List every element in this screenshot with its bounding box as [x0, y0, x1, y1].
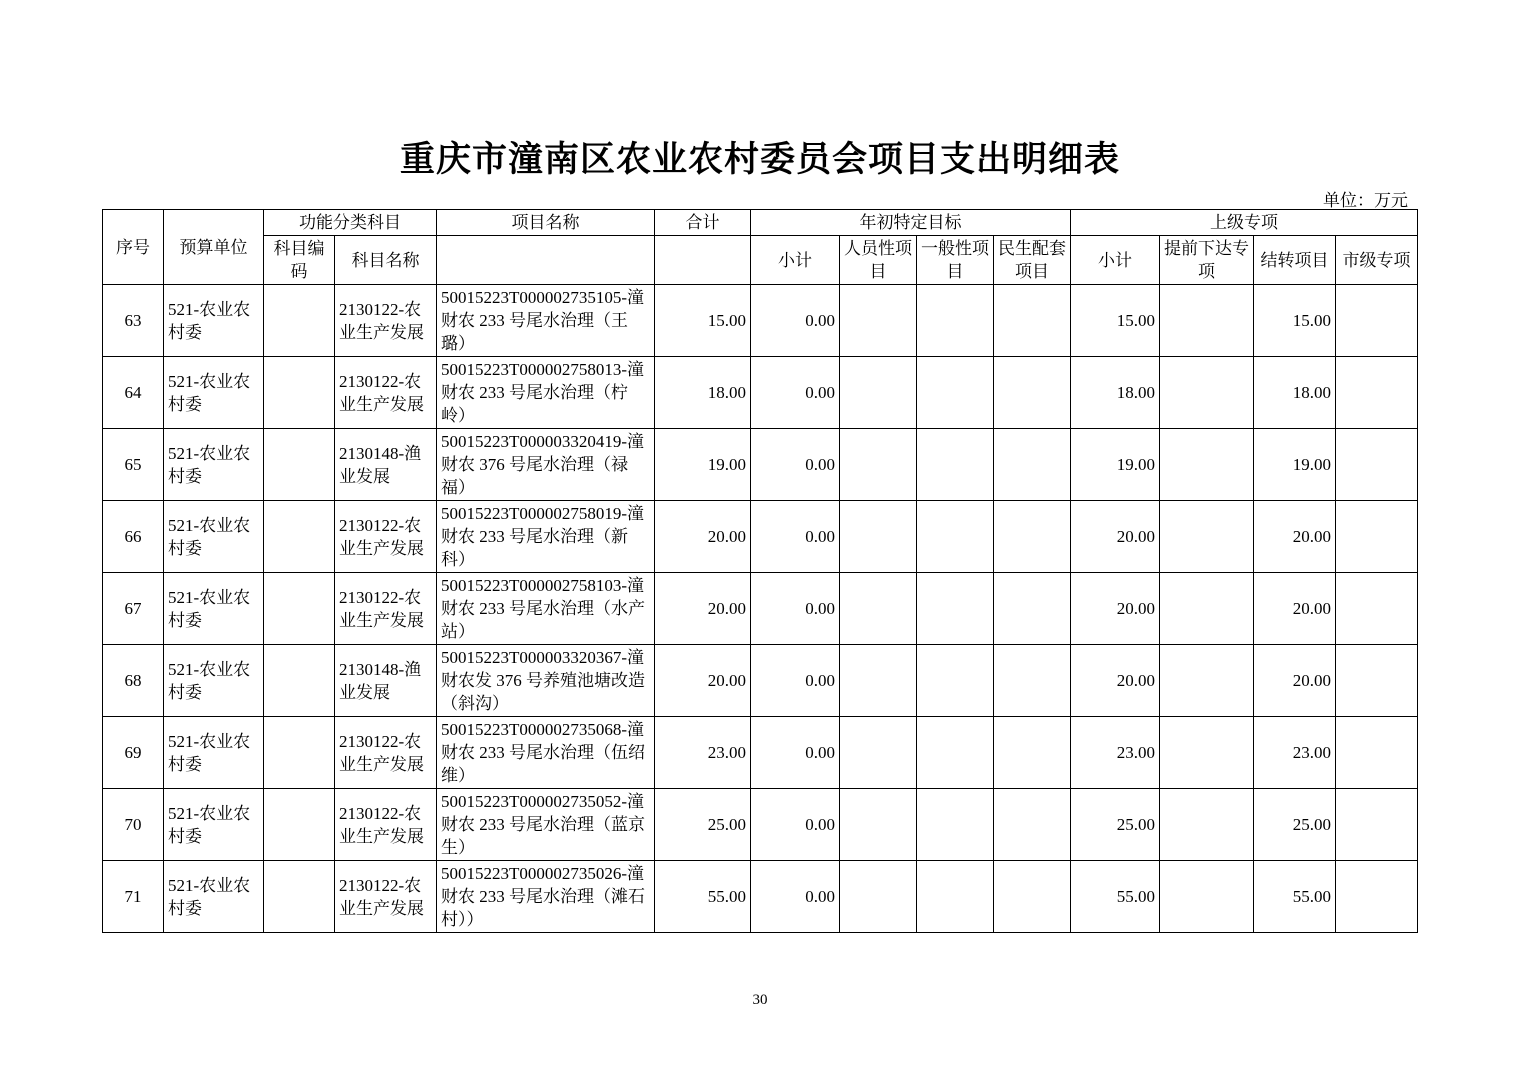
cell-annual-subtotal: 0.00 [751, 501, 840, 573]
cell-total: 55.00 [655, 861, 751, 933]
cell-livelihood [994, 717, 1071, 789]
table-row [103, 645, 1418, 717]
cell-city [1336, 285, 1418, 357]
header-livelihood-project: 民生配套项目 [994, 236, 1071, 285]
cell-budget-unit: 521-农业农村委 [164, 789, 264, 861]
cell-seq: 64 [103, 357, 164, 429]
cell-general [917, 861, 994, 933]
cell-subject-name: 2130148-渔业发展 [335, 645, 437, 717]
cell-subject-name: 2130122-农业生产发展 [335, 285, 437, 357]
cell-subject-name: 2130122-农业生产发展 [335, 789, 437, 861]
cell-annual-subtotal: 0.00 [751, 861, 840, 933]
cell-personnel [840, 645, 917, 717]
cell-general [917, 285, 994, 357]
table-row [103, 285, 1418, 357]
header-subject-name: 科目名称 [335, 236, 437, 285]
cell-personnel [840, 717, 917, 789]
cell-livelihood [994, 789, 1071, 861]
cell-superior-subtotal: 23.00 [1071, 717, 1160, 789]
header-seq: 序号 [103, 210, 164, 285]
cell-advance [1160, 789, 1254, 861]
header-project-name-blank [437, 236, 655, 285]
cell-superior-subtotal: 20.00 [1071, 573, 1160, 645]
cell-total: 19.00 [655, 429, 751, 501]
cell-seq: 65 [103, 429, 164, 501]
cell-project-name: 50015223T000003320419-潼财农 376 号尾水治理（禄福） [437, 429, 655, 501]
header-annual-target: 年初特定目标 [751, 210, 1071, 236]
cell-general [917, 789, 994, 861]
header-superior-subtotal: 小计 [1071, 236, 1160, 285]
cell-superior-subtotal: 20.00 [1071, 501, 1160, 573]
cell-livelihood [994, 501, 1071, 573]
cell-annual-subtotal: 0.00 [751, 789, 840, 861]
cell-subject-code [264, 861, 335, 933]
cell-budget-unit: 521-农业农村委 [164, 861, 264, 933]
cell-subject-code [264, 717, 335, 789]
cell-project-name: 50015223T000002735052-潼财农 233 号尾水治理（蓝京生） [437, 789, 655, 861]
cell-subject-name: 2130122-农业生产发展 [335, 501, 437, 573]
header-annual-subtotal: 小计 [751, 236, 840, 285]
cell-general [917, 429, 994, 501]
cell-personnel [840, 357, 917, 429]
header-total-blank [655, 236, 751, 285]
cell-superior-subtotal: 18.00 [1071, 357, 1160, 429]
header-advance-special: 提前下达专项 [1160, 236, 1254, 285]
cell-annual-subtotal: 0.00 [751, 573, 840, 645]
cell-carryover: 20.00 [1254, 573, 1336, 645]
header-carryover-project: 结转项目 [1254, 236, 1336, 285]
table-row [103, 573, 1418, 645]
cell-annual-subtotal: 0.00 [751, 645, 840, 717]
header-superior-special: 上级专项 [1071, 210, 1418, 236]
page-number: 30 [752, 992, 768, 1008]
cell-seq: 70 [103, 789, 164, 861]
cell-advance [1160, 717, 1254, 789]
cell-advance [1160, 573, 1254, 645]
cell-project-name: 50015223T000002758013-潼财农 233 号尾水治理（柠岭） [437, 357, 655, 429]
header-subject-code: 科目编码 [264, 236, 335, 285]
cell-general [917, 501, 994, 573]
cell-total: 20.00 [655, 501, 751, 573]
cell-project-name: 50015223T000002758019-潼财农 233 号尾水治理（新科） [437, 501, 655, 573]
cell-general [917, 573, 994, 645]
cell-city [1336, 717, 1418, 789]
cell-annual-subtotal: 0.00 [751, 285, 840, 357]
unit-label: 单位：万元 [1323, 191, 1408, 210]
cell-budget-unit: 521-农业农村委 [164, 501, 264, 573]
cell-budget-unit: 521-农业农村委 [164, 285, 264, 357]
project-expenditure-table [102, 209, 1418, 933]
cell-budget-unit: 521-农业农村委 [164, 429, 264, 501]
cell-subject-code [264, 573, 335, 645]
cell-project-name: 50015223T000002735105-潼财农 233 号尾水治理（王璐） [437, 285, 655, 357]
cell-livelihood [994, 645, 1071, 717]
header-func-category: 功能分类科目 [264, 210, 437, 236]
cell-superior-subtotal: 25.00 [1071, 789, 1160, 861]
cell-superior-subtotal: 55.00 [1071, 861, 1160, 933]
cell-subject-code [264, 789, 335, 861]
cell-project-name: 50015223T000002758103-潼财农 233 号尾水治理（水产站） [437, 573, 655, 645]
cell-carryover: 19.00 [1254, 429, 1336, 501]
header-general-project: 一般性项目 [917, 236, 994, 285]
cell-advance [1160, 429, 1254, 501]
cell-budget-unit: 521-农业农村委 [164, 357, 264, 429]
cell-personnel [840, 501, 917, 573]
cell-personnel [840, 285, 917, 357]
cell-advance [1160, 501, 1254, 573]
cell-total: 20.00 [655, 645, 751, 717]
cell-project-name: 50015223T000003320367-潼财农发 376 号养殖池塘改造（斜沟） [437, 645, 655, 717]
header-personnel-project: 人员性项目 [840, 236, 917, 285]
table-row [103, 501, 1418, 573]
table-row [103, 429, 1418, 501]
cell-city [1336, 573, 1418, 645]
cell-carryover: 23.00 [1254, 717, 1336, 789]
cell-personnel [840, 429, 917, 501]
cell-general [917, 645, 994, 717]
cell-livelihood [994, 861, 1071, 933]
header-budget-unit: 预算单位 [164, 210, 264, 285]
cell-city [1336, 501, 1418, 573]
cell-subject-name: 2130122-农业生产发展 [335, 573, 437, 645]
cell-carryover: 55.00 [1254, 861, 1336, 933]
cell-city [1336, 429, 1418, 501]
cell-general [917, 717, 994, 789]
cell-seq: 63 [103, 285, 164, 357]
cell-carryover: 20.00 [1254, 501, 1336, 573]
cell-subject-code [264, 501, 335, 573]
cell-budget-unit: 521-农业农村委 [164, 645, 264, 717]
cell-total: 23.00 [655, 717, 751, 789]
cell-total: 20.00 [655, 573, 751, 645]
cell-seq: 68 [103, 645, 164, 717]
cell-carryover: 25.00 [1254, 789, 1336, 861]
cell-personnel [840, 789, 917, 861]
cell-superior-subtotal: 15.00 [1071, 285, 1160, 357]
cell-seq: 71 [103, 861, 164, 933]
cell-subject-name: 2130122-农业生产发展 [335, 861, 437, 933]
cell-personnel [840, 861, 917, 933]
cell-livelihood [994, 285, 1071, 357]
cell-subject-code [264, 357, 335, 429]
header-total: 合计 [655, 210, 751, 236]
cell-superior-subtotal: 19.00 [1071, 429, 1160, 501]
cell-subject-name: 2130122-农业生产发展 [335, 717, 437, 789]
cell-carryover: 18.00 [1254, 357, 1336, 429]
cell-seq: 67 [103, 573, 164, 645]
table-row [103, 789, 1418, 861]
cell-livelihood [994, 573, 1071, 645]
cell-total: 18.00 [655, 357, 751, 429]
cell-personnel [840, 573, 917, 645]
cell-city [1336, 357, 1418, 429]
cell-subject-code [264, 645, 335, 717]
table-row [103, 717, 1418, 789]
cell-subject-code [264, 285, 335, 357]
header-city-special: 市级专项 [1336, 236, 1418, 285]
cell-annual-subtotal: 0.00 [751, 429, 840, 501]
cell-total: 25.00 [655, 789, 751, 861]
cell-general [917, 357, 994, 429]
cell-budget-unit: 521-农业农村委 [164, 717, 264, 789]
cell-advance [1160, 285, 1254, 357]
table-row [103, 357, 1418, 429]
cell-project-name: 50015223T000002735026-潼财农 233 号尾水治理（滩石村）） [437, 861, 655, 933]
cell-livelihood [994, 357, 1071, 429]
page-title: 重庆市潼南区农业农村委员会项目支出明细表 [399, 140, 1120, 179]
cell-carryover: 20.00 [1254, 645, 1336, 717]
cell-annual-subtotal: 0.00 [751, 717, 840, 789]
cell-advance [1160, 645, 1254, 717]
cell-advance [1160, 861, 1254, 933]
cell-budget-unit: 521-农业农村委 [164, 573, 264, 645]
cell-superior-subtotal: 20.00 [1071, 645, 1160, 717]
cell-total: 15.00 [655, 285, 751, 357]
cell-seq: 69 [103, 717, 164, 789]
header-project-name: 项目名称 [437, 210, 655, 236]
cell-subject-name: 2130148-渔业发展 [335, 429, 437, 501]
cell-carryover: 15.00 [1254, 285, 1336, 357]
cell-livelihood [994, 429, 1071, 501]
cell-city [1336, 861, 1418, 933]
cell-advance [1160, 357, 1254, 429]
cell-seq: 66 [103, 501, 164, 573]
cell-project-name: 50015223T000002735068-潼财农 233 号尾水治理（伍绍维） [437, 717, 655, 789]
cell-subject-name: 2130122-农业生产发展 [335, 357, 437, 429]
table-row [103, 861, 1418, 933]
cell-subject-code [264, 429, 335, 501]
cell-annual-subtotal: 0.00 [751, 357, 840, 429]
cell-city [1336, 789, 1418, 861]
cell-city [1336, 645, 1418, 717]
